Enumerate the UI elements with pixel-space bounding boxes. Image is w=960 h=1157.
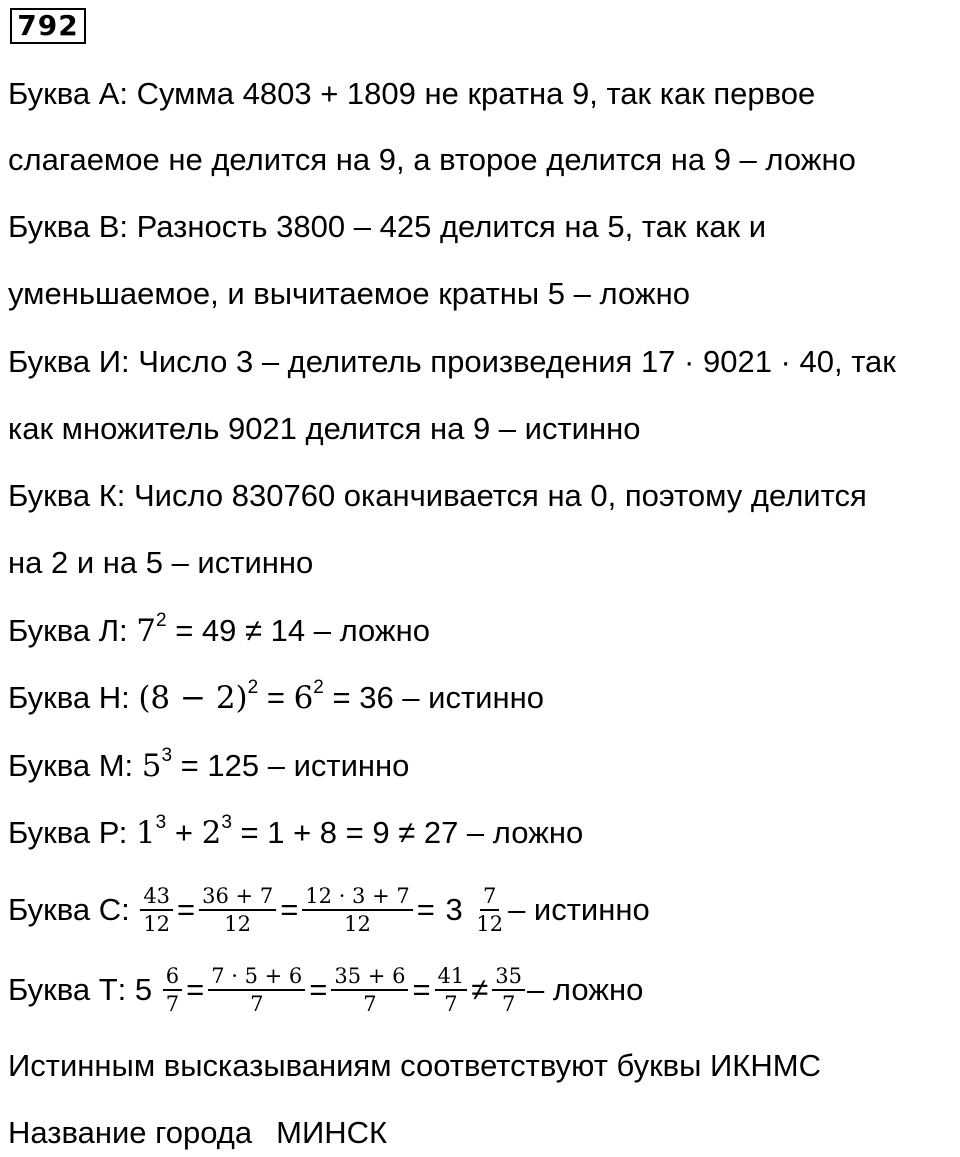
statement-n-label: Буква Н: — [8, 680, 139, 715]
statement-r-exponent-1: 3 — [155, 811, 167, 833]
fraction-numerator: 35 — [492, 963, 525, 991]
fraction-denominator: 12 — [476, 911, 504, 936]
city-label: Название города — [8, 1115, 253, 1150]
statement-r-exponent-2: 3 — [221, 811, 232, 833]
statement-r-rest: = 1 + 8 = 9 ≠ 27 – ложно — [231, 815, 584, 850]
statement-t-fraction-4 — [435, 963, 468, 1017]
statement-i-line-1: Буква И: Число 3 – делитель произведения 17 · 9021 · 40, так — [8, 344, 896, 379]
fraction-denominator: 7 — [444, 991, 458, 1016]
conclusion: Истинным высказываниям соответствуют буквы ИКНМС — [8, 1048, 821, 1083]
statement-t-label: Буква Т: — [8, 972, 135, 1007]
fraction-numerator: 41 — [435, 963, 468, 991]
statement-s — [8, 880, 650, 940]
statement-r-label: Буква Р: — [8, 815, 136, 850]
statement-i-line-2: как множитель 9021 делится на 9 – истинно — [8, 411, 641, 446]
statement-s-rest: – истинно — [508, 892, 650, 927]
fraction-numerator: 12 · 3 + 7 — [302, 883, 412, 911]
statement-t-fraction-3 — [331, 963, 408, 1017]
statement-r — [8, 813, 583, 853]
statement-t-fraction-1 — [163, 963, 182, 1017]
statement-s-fraction-4 — [473, 883, 506, 937]
fraction-denominator: 12 — [344, 911, 371, 936]
statement-n-paren: (8 − 2) — [138, 680, 248, 716]
equals-sign: = — [416, 892, 435, 927]
fraction-denominator: 7 — [501, 991, 516, 1016]
statement-l — [8, 611, 430, 651]
statement-t-fraction-2 — [208, 963, 305, 1017]
fraction-denominator: 7 — [363, 991, 377, 1016]
fraction-numerator: 43 — [140, 883, 173, 911]
not-equal-sign: ≠ — [471, 972, 489, 1007]
city-name: МИНСК — [276, 1115, 388, 1150]
statement-m-base: 5 — [141, 748, 162, 784]
statement-a-line-2: слагаемое не делится на 9, а второе делится на 9 – ложно — [8, 142, 856, 177]
statement-n-exponent-2: 2 — [313, 676, 324, 698]
statement-b-line-2: уменьшаемое, и вычитаемое кратны 5 – ложно — [8, 276, 690, 311]
statement-s-fraction-3 — [302, 883, 412, 937]
statement-n-rest: = 36 – истинно — [323, 680, 544, 715]
statement-r-plus: + — [166, 815, 202, 850]
statement-r-base-1: 1 — [135, 815, 156, 851]
fraction-denominator: 12 — [143, 911, 171, 936]
statement-m — [8, 746, 409, 786]
statement-s-fraction-1 — [140, 883, 173, 937]
statement-n-equals: = — [258, 680, 294, 715]
fraction-numerator: 35 + 6 — [331, 963, 408, 991]
statement-n-base-2: 6 — [293, 680, 314, 716]
fraction-denominator: 7 — [165, 991, 180, 1016]
problem-number: 792 — [10, 8, 86, 44]
statement-s-label: Буква С: — [8, 892, 139, 927]
equals-sign: = — [412, 972, 431, 1007]
statement-l-exponent: 2 — [156, 609, 167, 631]
fraction-numerator: 36 + 7 — [199, 883, 276, 911]
statement-t-rest: – ложно — [527, 972, 644, 1007]
fraction-denominator: 12 — [224, 911, 252, 936]
statement-a-line-1: Буква А: Сумма 4803 + 1809 не кратна 9, так как первое — [8, 76, 816, 111]
statement-s-fraction-2 — [199, 883, 276, 937]
fraction-numerator: 7 — [480, 883, 499, 911]
statement-k-line-2: на 2 и на 5 – истинно — [8, 545, 314, 580]
fraction-numerator: 6 — [163, 963, 182, 991]
statement-b-line-1: Буква В: Разность 3800 – 425 делится на 5, так как и — [8, 209, 767, 244]
statement-t — [8, 960, 643, 1020]
statement-r-base-2: 2 — [201, 815, 222, 851]
statement-l-base: 7 — [136, 613, 157, 649]
city-answer — [8, 1113, 387, 1153]
statement-n-exponent-1: 2 — [247, 676, 259, 698]
statement-n — [8, 678, 544, 718]
equals-sign: = — [280, 892, 299, 927]
fraction-numerator: 7 · 5 + 6 — [208, 963, 305, 991]
fraction-denominator: 7 — [250, 991, 264, 1016]
statement-l-label: Буква Л: — [8, 613, 137, 648]
statement-s-whole: 3 — [445, 892, 463, 927]
statement-m-exponent: 3 — [161, 744, 173, 766]
equals-sign: = — [186, 972, 205, 1007]
statement-t-fraction-5 — [492, 963, 525, 1017]
statement-l-rest: = 49 ≠ 14 – ложно — [166, 613, 431, 648]
equals-sign: = — [309, 972, 328, 1007]
equals-sign: = — [177, 892, 196, 927]
statement-t-whole: 5 — [134, 972, 153, 1007]
statement-k-line-1: Буква К: Число 830760 оканчивается на 0, поэтому делится — [8, 478, 867, 513]
statement-m-label: Буква М: — [8, 748, 142, 783]
statement-m-rest: = 125 – истинно — [172, 748, 410, 783]
